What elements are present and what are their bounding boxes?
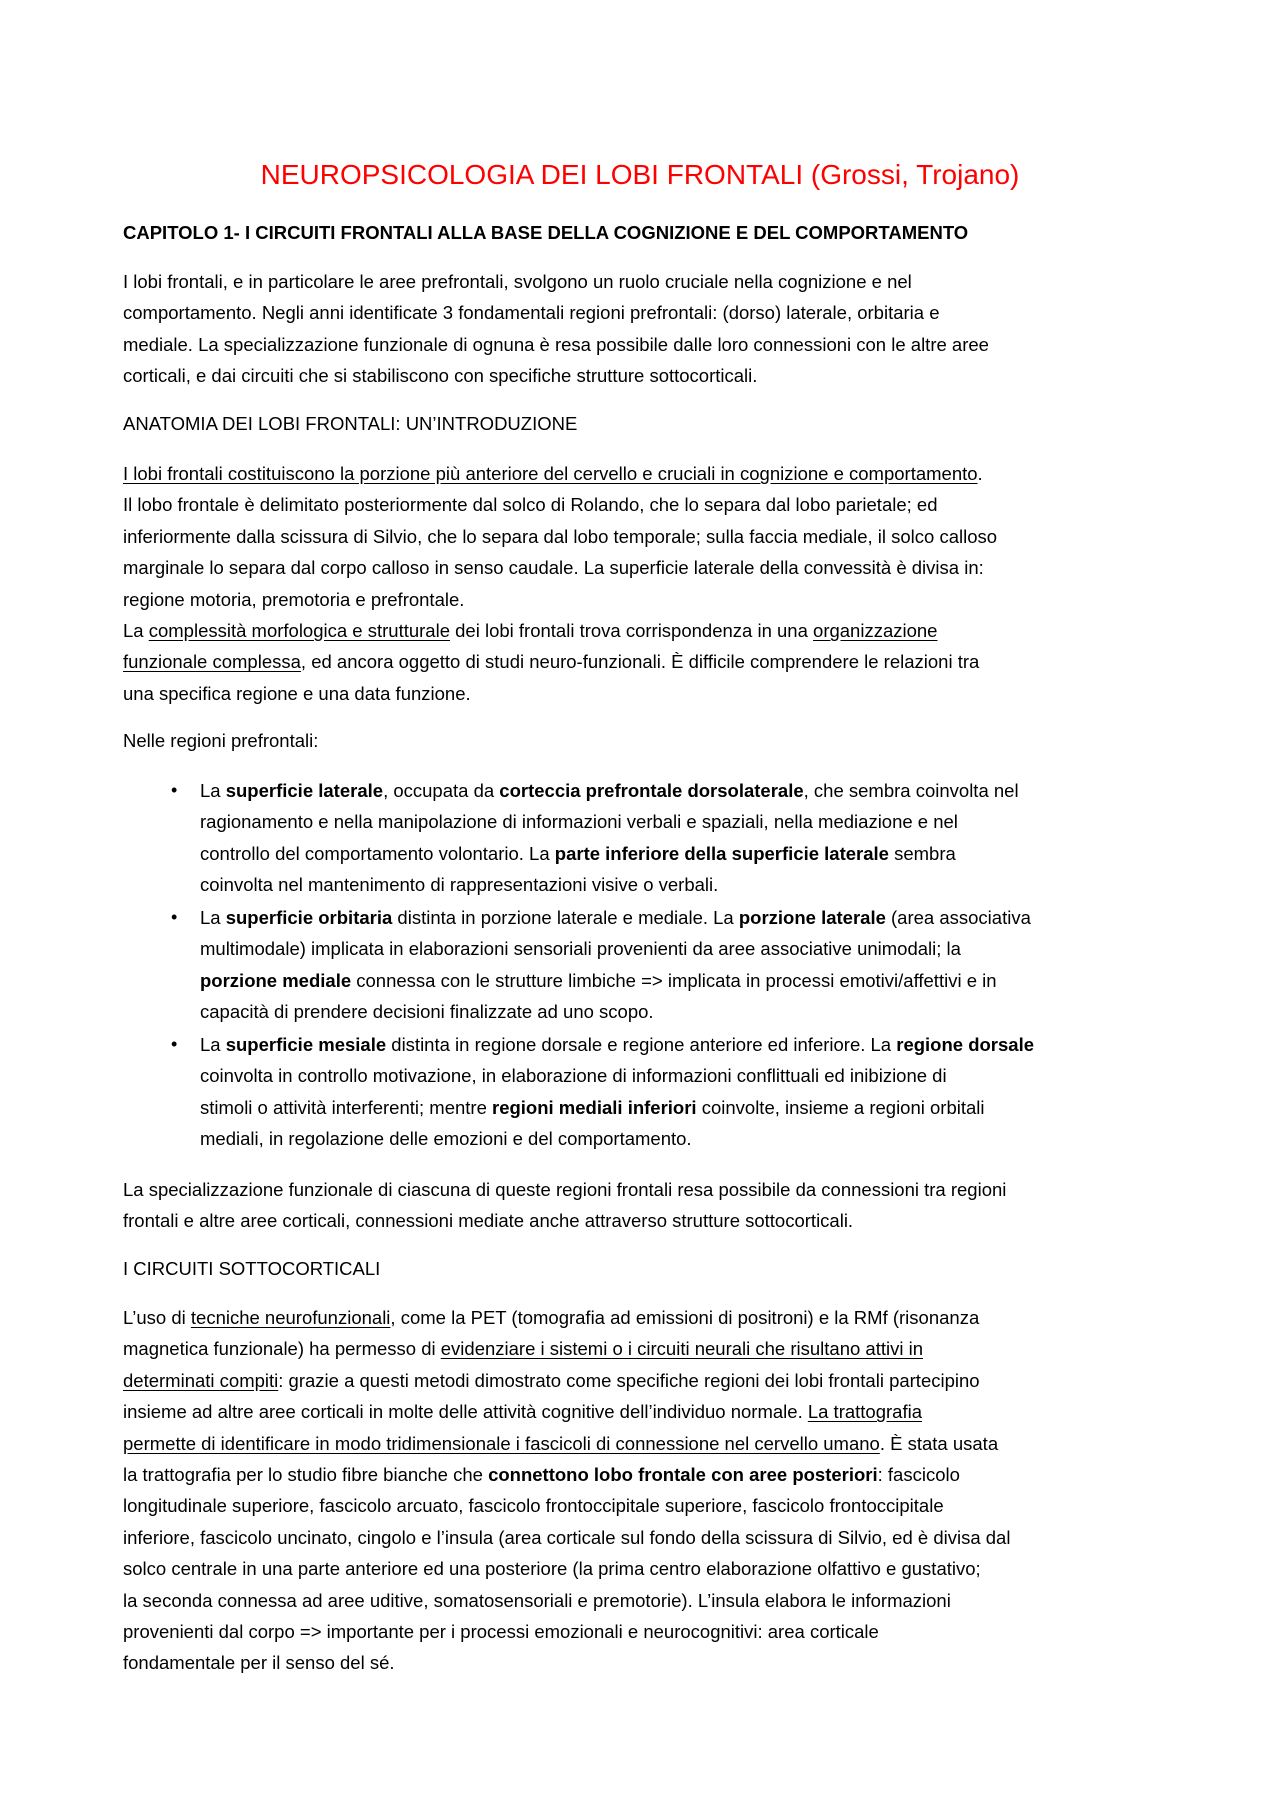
text-line: [123, 1522, 1183, 1553]
bold-text: superficie orbitaria: [225, 907, 393, 928]
text-line: [200, 869, 1183, 900]
bullet-item: [123, 775, 1183, 901]
text-run: I lobi frontali, e in particolare le aree prefrontali, svolgono un ruolo cruciale nella cognizione e nel: [123, 271, 912, 292]
paragraph: [123, 266, 1183, 392]
text-line: [200, 1092, 1183, 1123]
text-line: [123, 1585, 1183, 1616]
paragraph: [123, 458, 1183, 709]
text-run: La: [200, 780, 226, 801]
text-line: [123, 1459, 1183, 1490]
text-run: inferiormente dalla scissura di Silvio, che lo separa dal lobo temporale; sulla faccia mediale, il solco calloso: [123, 525, 998, 547]
bold-text: superficie mesiale: [225, 1034, 387, 1055]
text-line: [123, 1302, 1183, 1333]
text-line: [123, 521, 1183, 552]
bullet-text: [200, 1029, 1183, 1155]
bullet-icon: •: [171, 907, 178, 927]
text-line: [123, 297, 1183, 328]
bold-text: parte inferiore della superficie laterale: [554, 842, 889, 864]
text-line: [200, 775, 1183, 806]
bold-text: regioni mediali inferiori: [492, 1096, 697, 1118]
text-line: [123, 458, 1183, 489]
text-run: marginale lo separa dal corpo calloso in senso caudale. La superficie laterale della convessità è divisa in:: [123, 557, 984, 579]
text-line: [200, 902, 1183, 933]
text-run: Il lobo frontale è delimitato posteriormente dal solco di Rolando, che lo separa dal lobo parietale; ed: [123, 494, 938, 516]
text-line: [123, 217, 1183, 248]
text-run: Nelle regioni prefrontali:: [123, 730, 319, 751]
text-run: regione motoria, premotoria e prefrontale.: [123, 588, 465, 610]
text-run: distinta in porzione laterale e mediale. La: [392, 907, 739, 928]
section-heading: [123, 217, 1183, 248]
text-line: [200, 933, 1183, 964]
text-run: stimoli o attività interferenti; mentre: [200, 1096, 492, 1118]
bullet-text: [200, 775, 1183, 901]
text-line: [200, 1029, 1183, 1060]
text-line: [123, 615, 1183, 646]
text-run: coinvolta in controllo motivazione, in elaborazione di informazioni conflittuali ed inibizione di: [200, 1065, 947, 1087]
bold-text: connettono lobo frontale con aree posteriori: [488, 1463, 878, 1485]
text-run: provenienti dal corpo => importante per i processi emozionali e neurocognitivi: area corticale: [123, 1620, 879, 1642]
underlined-text: organizzazione: [813, 619, 938, 641]
text-line: [200, 838, 1183, 869]
text-line: [200, 965, 1183, 996]
text-line: [123, 408, 1183, 439]
text-line: [123, 725, 1183, 756]
text-run: La: [200, 1034, 226, 1055]
text-run: fondamentale per il senso del sé.: [123, 1652, 395, 1674]
bold-text: superficie laterale: [225, 780, 384, 801]
text-line: [200, 996, 1183, 1027]
underlined-text: funzionale complessa: [123, 651, 301, 673]
text-line: [123, 584, 1183, 615]
text-run: : fascicolo: [877, 1463, 960, 1485]
text-run: , come la PET (tomografia ad emissioni di positroni) e la RMf (risonanza: [390, 1307, 980, 1328]
text-run: solco centrale in una parte anteriore ed una posteriore (la prima centro elaborazione olfattivo e gustativo;: [123, 1558, 981, 1580]
text-run: inferiore, fascicolo uncinato, cingolo e l’insula (area corticale sul fondo della scissura di Silvio, ed è divisa dal: [123, 1526, 1011, 1548]
text-line: [123, 552, 1183, 583]
underlined-text: determinati compiti: [123, 1369, 279, 1391]
section-heading: [123, 408, 1183, 439]
bullet-text: [200, 902, 1183, 1028]
text-run: CAPITOLO 1- I CIRCUITI FRONTALI ALLA BASE DELLA COGNIZIONE E DEL COMPORTAMENTO: [123, 222, 969, 243]
text-line: [123, 1647, 1183, 1678]
bold-text: porzione mediale: [200, 969, 352, 991]
text-line: [123, 266, 1183, 297]
text-run: multimodale) implicata in elaborazioni sensoriali provenienti da aree associative unimodali; la: [200, 938, 961, 960]
text-run: distinta in regione dorsale e regione anteriore ed inferiore. La: [386, 1034, 897, 1055]
text-line: [123, 360, 1183, 391]
text-line: [123, 1174, 1183, 1205]
text-run: mediale. La specializzazione funzionale di ognuna è resa possibile dalle loro connessioni con le altre aree: [123, 333, 989, 355]
text-run: la seconda connessa ad aree uditive, somatosensoriali e premotorie). L’insula elabora le informazioni: [123, 1589, 951, 1611]
text-line: [200, 806, 1183, 837]
text-run: , ed ancora oggetto di studi neuro-funzionali. È difficile comprendere le relazioni tra: [300, 651, 980, 673]
text-run: L’uso di: [123, 1307, 191, 1328]
text-line: [123, 1616, 1183, 1647]
text-line: [123, 1365, 1183, 1396]
bullet-item: [123, 902, 1183, 1028]
paragraph: [123, 1174, 1183, 1237]
text-line: [200, 1060, 1183, 1091]
text-run: longitudinale superiore, fascicolo arcuato, fascicolo frontoccipitale superiore, fascicolo frontoccipitale: [123, 1495, 944, 1517]
text-line: [123, 1396, 1183, 1427]
bold-text: porzione laterale: [738, 907, 886, 928]
text-run: coinvolta nel mantenimento di rappresentazioni visive o verbali.: [200, 874, 719, 896]
text-run: , che sembra coinvolta nel: [803, 780, 1019, 801]
underlined-text: I lobi frontali costituiscono la porzione più anteriore del cervello e cruciali in cognizione e comportamento: [123, 463, 978, 484]
text-run: comportamento. Negli anni identificate 3 fondamentali regioni prefrontali: (dorso) laterale, orbitaria e: [123, 302, 940, 324]
text-run: (area associativa: [885, 907, 1031, 928]
text-line: [123, 1428, 1183, 1459]
text-line: [200, 1123, 1183, 1154]
text-run: : grazie a questi metodi dimostrato come specifiche regioni dei lobi frontali partecipino: [278, 1369, 980, 1391]
text-run: corticali, e dai circuiti che si stabiliscono con specifiche strutture sottocorticali.: [123, 365, 758, 387]
text-run: controllo del comportamento volontario. La: [200, 842, 555, 864]
text-run: connessa con le strutture limbiche => implicata in processi emotivi/affettivi e in: [351, 969, 997, 991]
text-run: coinvolte, insieme a regioni orbitali: [696, 1096, 985, 1118]
text-line: [123, 1333, 1183, 1364]
bullet-icon: •: [171, 780, 178, 800]
text-line: [123, 678, 1183, 709]
text-run: .: [977, 463, 983, 484]
underlined-text: evidenziare i sistemi o i circuiti neurali che risultano attivi in: [440, 1338, 923, 1360]
underlined-text: permette di identificare in modo tridimensionale i fascicoli di connessione nel cervello umano: [123, 1432, 880, 1454]
underlined-text: complessità morfologica e strutturale: [148, 619, 450, 641]
underlined-text: tecniche neurofunzionali: [190, 1307, 391, 1328]
text-run: . È stata usata: [879, 1432, 999, 1454]
text-line: [123, 646, 1183, 677]
paragraph: [123, 1302, 1183, 1679]
text-run: I CIRCUITI SOTTOCORTICALI: [123, 1258, 381, 1279]
text-line: [123, 1490, 1183, 1521]
text-run: La: [123, 619, 149, 641]
bold-text: regione dorsale: [896, 1034, 1035, 1055]
section-heading: [123, 1253, 1183, 1284]
bullet-icon: •: [171, 1034, 178, 1054]
text-run: una specifica regione e una data funzione.: [123, 682, 471, 704]
text-run: , occupata da: [383, 780, 500, 801]
text-run: ANATOMIA DEI LOBI FRONTALI: UN’INTRODUZIONE: [123, 413, 578, 434]
bullet-item: [123, 1029, 1183, 1155]
text-line: [123, 489, 1183, 520]
text-line: [123, 1253, 1183, 1284]
text-run: La: [200, 907, 226, 928]
text-run: dei lobi frontali trova corrispondenza in una: [450, 619, 814, 641]
text-run: frontali e altre aree corticali, connessioni mediate anche attraverso strutture sottocorticali.: [123, 1210, 854, 1232]
text-run: insieme ad altre aree corticali in molte delle attività cognitive dell’individuo normale.: [123, 1401, 808, 1423]
document-title: NEUROPSICOLOGIA DEI LOBI FRONTALI (Grossi, Trojano): [260, 159, 1020, 190]
text-line: [123, 1205, 1183, 1236]
text-run: mediali, in regolazione delle emozioni e del comportamento.: [200, 1128, 692, 1150]
text-line: [123, 329, 1183, 360]
bold-text: corteccia prefrontale dorsolaterale: [499, 780, 804, 801]
underlined-text: La trattografia: [807, 1401, 922, 1423]
text-run: sembra: [888, 842, 956, 864]
text-run: La specializzazione funzionale di ciascuna di queste regioni frontali resa possibile da connessioni tra regioni: [123, 1179, 1007, 1200]
text-run: capacità di prendere decisioni finalizzate ad uno scopo.: [200, 1001, 654, 1023]
text-line: [123, 1553, 1183, 1584]
text-run: ragionamento e nella manipolazione di informazioni verbali e spaziali, nella mediazione e nel: [200, 811, 958, 833]
text-run: magnetica funzionale) ha permesso di: [123, 1338, 441, 1360]
paragraph: [123, 725, 1183, 756]
text-run: la trattografia per lo studio fibre bianche che: [123, 1463, 489, 1485]
